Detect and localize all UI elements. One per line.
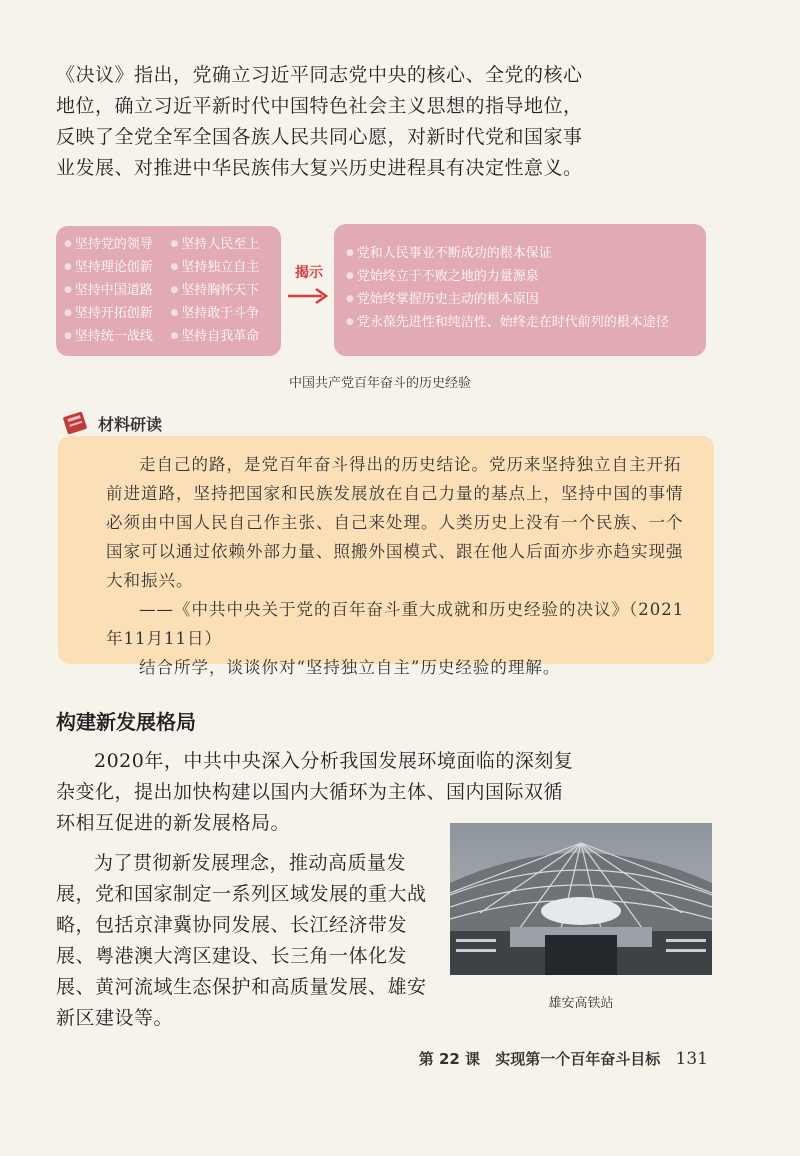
principle-item: ● 坚持独立自主: [171, 257, 274, 278]
significance-item: ● 党永葆先进性和纯洁性、始终走在时代前列的根本途径: [346, 311, 669, 334]
principle-item: ● 坚持党的领导: [64, 234, 167, 255]
principle-item: ● 坚持自我革命: [171, 326, 274, 347]
principle-item: ● 坚持开拓创新: [64, 303, 167, 324]
principle-item: ● 坚持统一战线: [64, 326, 167, 347]
reveal-arrow: [286, 262, 332, 312]
reveal-label: 揭示: [295, 265, 323, 281]
page-number: 131: [675, 1049, 708, 1069]
material-body: 走自己的路，是党百年奋斗得出的历史结论。党历来坚持独立自主开拓前进道路，坚持把国家和民族发展放在自己力量的基点上，坚持中国的事情必须由中国人民自己作主张、自己来处理。人类历史上没有一个民族、一个国家可以通过依赖外部力量、照搬外国模式、跟在他人后面亦步亦趋实现强大和振兴。: [106, 455, 684, 590]
page-footer: [419, 1048, 708, 1069]
section-paragraph-2: 为了贯彻新发展理念，推动高质量发展，党和国家制定一系列区域发展的重大战略，包括京津冀协同发展、长江经济带发展、粤港澳大湾区建设、长三角一体化发展、黄河流域生态保护和高质量发展、雄安新区建设等。: [56, 852, 427, 1029]
arrow-right-icon: [286, 286, 332, 306]
material-title: 材料研读: [98, 415, 163, 434]
significance-item: ● 党始终掌握历史主动的根本原因: [346, 288, 669, 311]
book-icon: [62, 408, 92, 436]
station-image: [450, 823, 712, 975]
material-source: ——《中共中央关于党的百年奋斗重大成就和历史经验的决议》（2021年11月11日）: [106, 600, 685, 648]
significance-item: ● 党始终立于不败之地的力量源泉: [346, 265, 669, 288]
diagram-caption: 中国共产党百年奋斗的历史经验: [288, 376, 471, 391]
material-question: 结合所学，谈谈你对“坚持独立自主”历史经验的理解。: [139, 658, 561, 677]
photo-caption: 雄安高铁站: [548, 996, 614, 1011]
principles-box: [56, 226, 281, 356]
significance-item: ● 党和人民事业不断成功的根本保证: [346, 242, 669, 265]
lesson-title: 实现第一个百年奋斗目标: [495, 1050, 661, 1068]
material-box: [58, 436, 714, 677]
principle-item: ● 坚持敢于斗争: [171, 303, 274, 324]
principle-item: ● 坚持人民至上: [171, 234, 274, 255]
lesson-number: 第 22 课: [418, 1050, 481, 1068]
section-title: 构建新发展格局: [56, 710, 196, 734]
station-photo: [450, 823, 712, 975]
principle-item: ● 坚持理论创新: [64, 257, 167, 278]
intro-paragraph: 《决议》指出，党确立习近平同志党中央的核心、全党的核心地位，确立习近平新时代中国特色社会主义思想的指导地位，反映了全党全军全国各族人民共同心愿，对新时代党和国家事业发展、对推进中华民族伟大复兴历史进程具有决定性意义。: [56, 64, 583, 179]
principle-item: ● 坚持胸怀天下: [171, 280, 274, 301]
significance-box: [334, 224, 706, 356]
principle-item: ● 坚持中国道路: [64, 280, 167, 301]
section-paragraph-1: 2020年，中共中央深入分析我国发展环境面临的深刻复杂变化，提出加快构建以国内大循环为主体、国内国际双循环相互促进的新发展格局。: [56, 750, 574, 834]
